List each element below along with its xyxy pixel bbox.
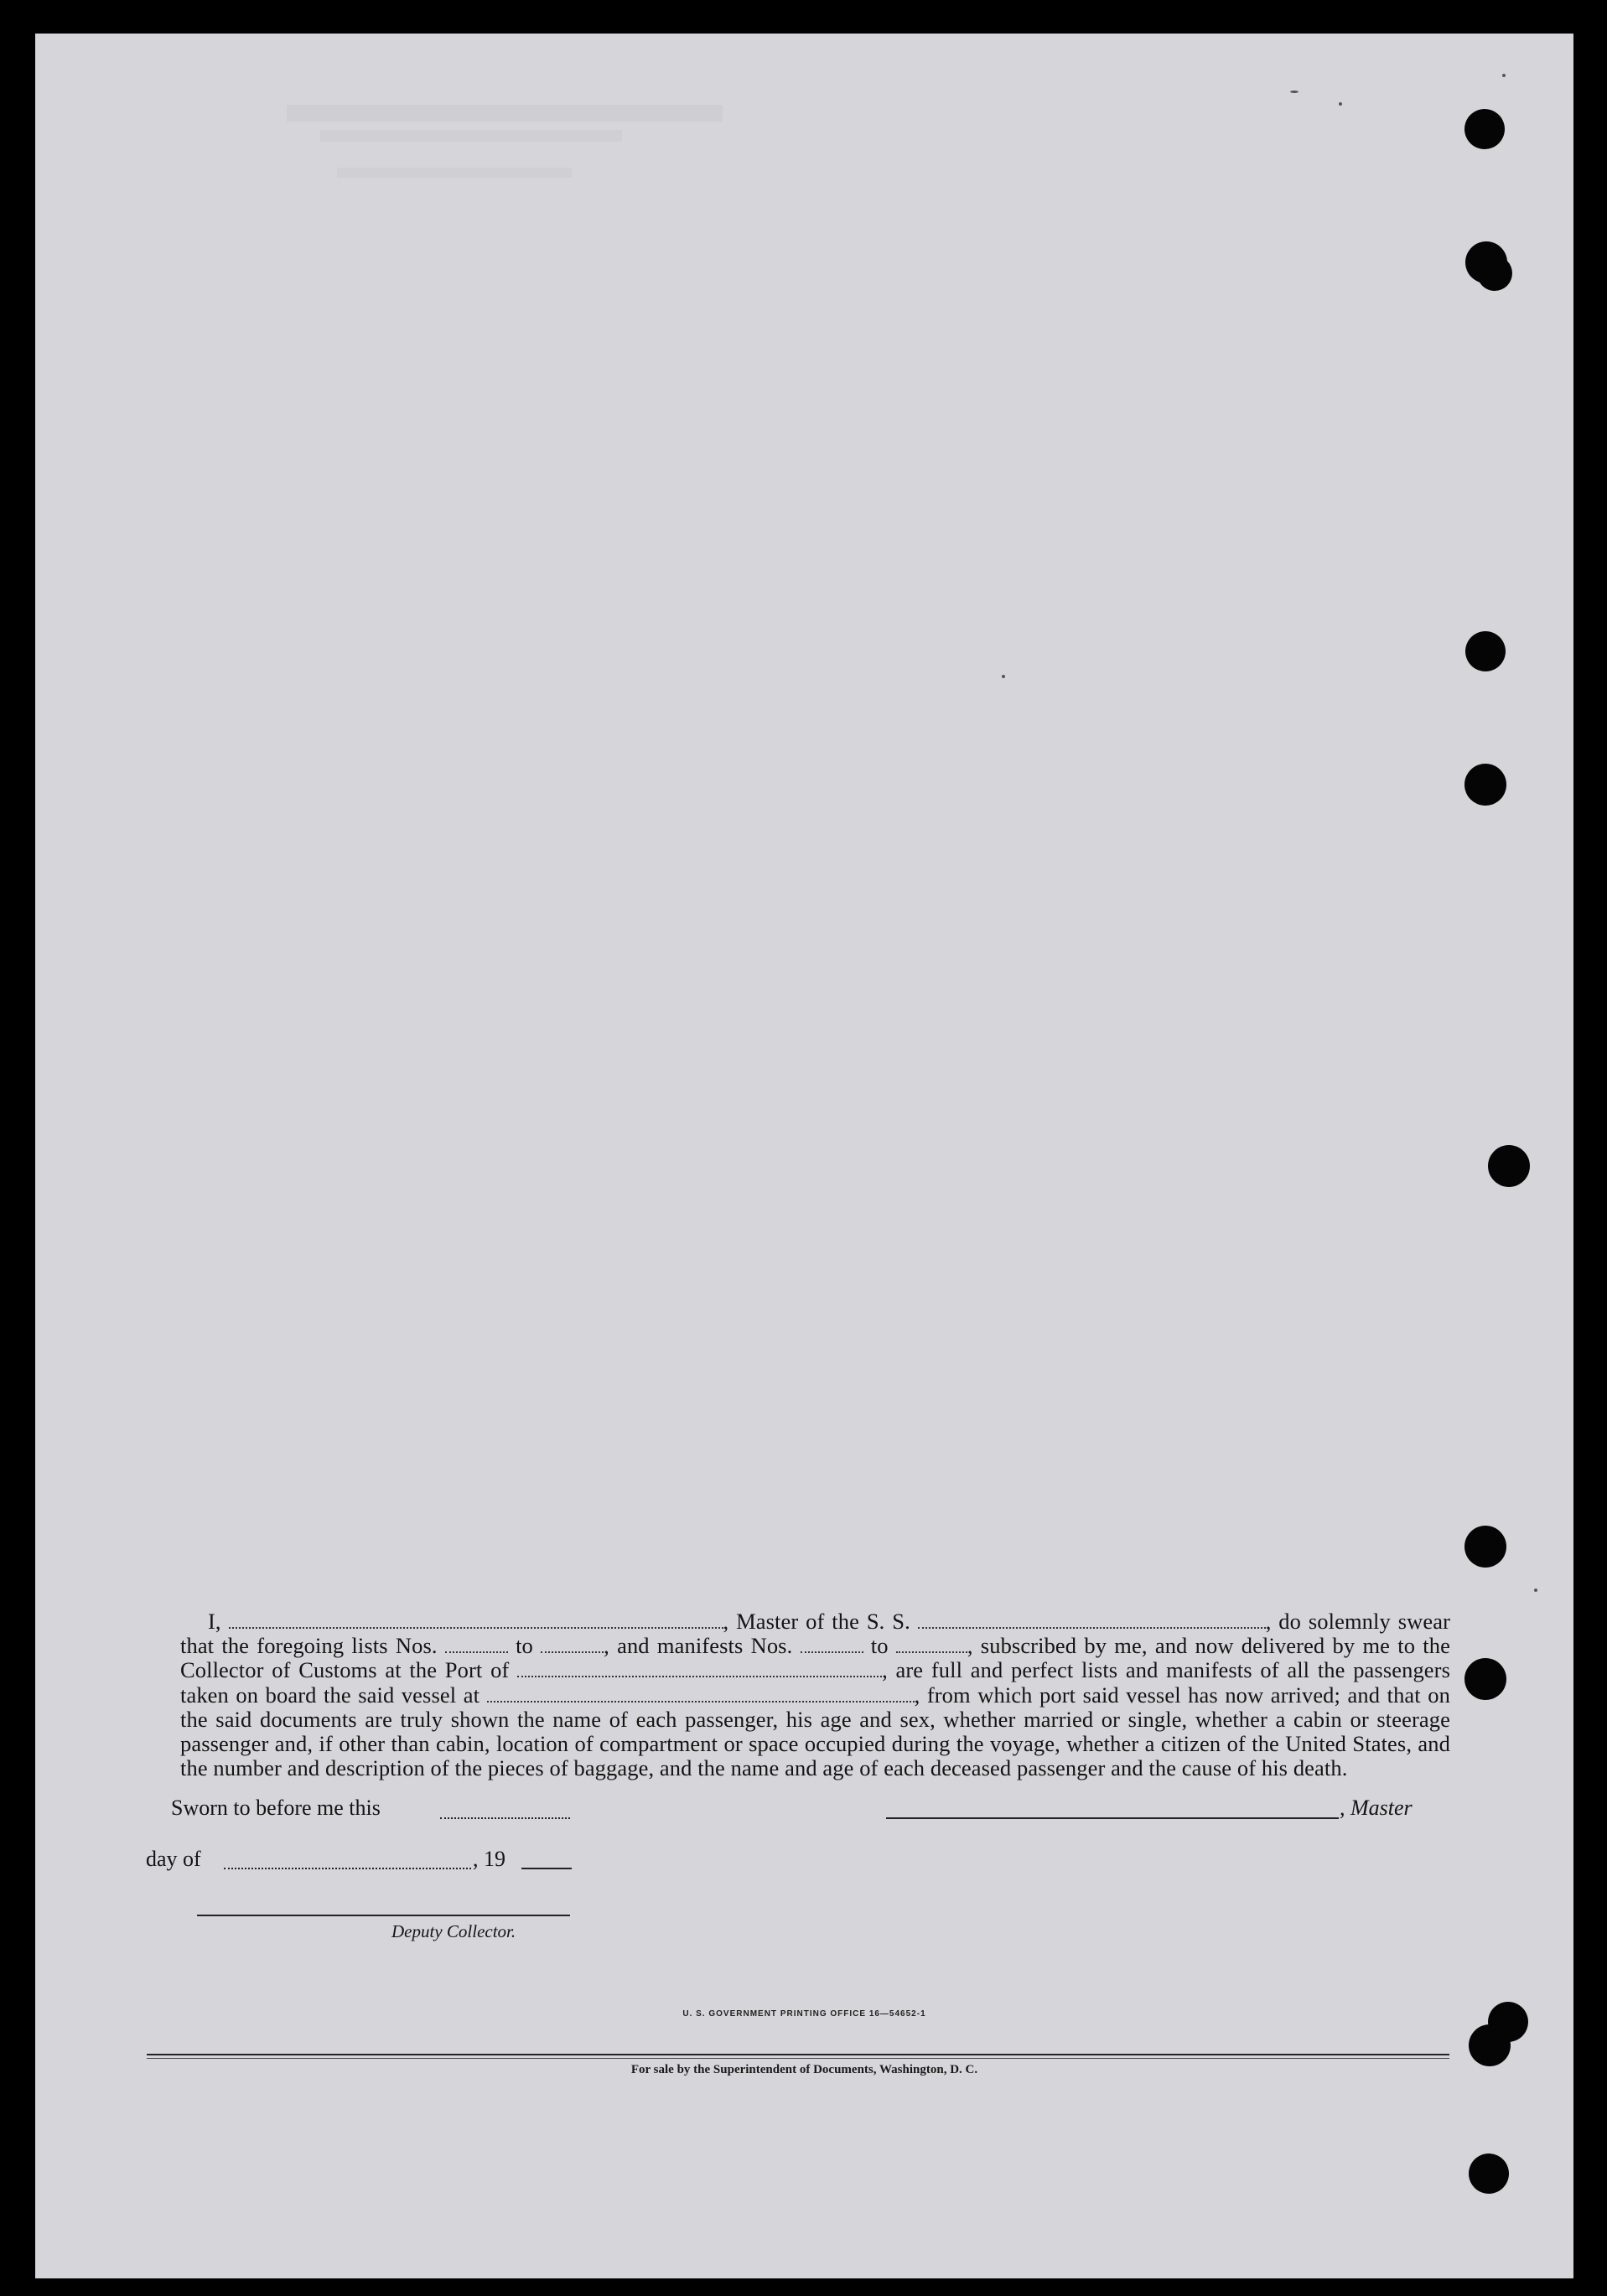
punch-hole [1469,2024,1511,2066]
deputy-collector-signature-line[interactable] [197,1915,570,1916]
punch-hole [1465,631,1506,671]
dust-speck [1002,675,1005,678]
oath-and-manifests: , and manifests Nos. [604,1633,793,1659]
lists-from-blank[interactable] [445,1635,508,1653]
bleed-through-text [320,130,622,142]
punch-hole [1464,1658,1506,1700]
oath-do-solemnly: , do solemnly swear that the foregoing lists Nos. [180,1609,1450,1659]
year-prefix: , 19 [473,1847,505,1871]
master-label: , Master [1340,1796,1413,1820]
punch-hole [1464,764,1506,806]
dust-speck [1339,102,1342,106]
oath-subscribed: , subscribed by me, and now delivered by me to the Collector of Customs at the Port of [180,1633,1450,1683]
punch-hole [1469,2153,1509,2194]
master-signature-line[interactable] [886,1817,1339,1819]
manifests-to-blank[interactable] [896,1635,967,1653]
month-blank[interactable] [224,1868,471,1869]
oath-to-2: to [870,1633,889,1659]
oath-full-perfect: , are full and perfect lists and manifests of all the passengers taken on board the said vessel at [180,1657,1450,1708]
printer-imprint: U. S. GOVERNMENT PRINTING OFFICE 16—54652-1 [682,2009,926,2019]
day-of-label: day of [146,1847,201,1871]
lists-to-blank[interactable] [541,1635,604,1653]
dust-speck [1290,91,1299,93]
sale-notice: For sale by the Superintendent of Documents, Washington, D. C. [630,2063,978,2076]
oath-master-of: , Master of the S. S. [723,1609,910,1634]
oath-paragraph [180,1609,1450,1780]
bleed-through-text [287,105,723,122]
year-blank[interactable] [521,1868,572,1869]
sworn-to-label: Sworn to before me this [171,1796,381,1820]
deputy-collector-label: Deputy Collector. [391,1921,516,1941]
punch-hole [1464,109,1505,149]
manifests-from-blank[interactable] [801,1635,863,1653]
sworn-date-blank[interactable] [440,1817,570,1819]
port-of-departure-blank[interactable] [487,1685,915,1703]
master-name-blank[interactable] [229,1611,723,1629]
document-page [35,34,1573,2278]
oath-remainder: , from which port said vessel has now arrived; and that on the said documents are truly shown the name of each passenger, his age and sex, whether married or single, whether a cabin or steerage passenger and, if other than cabin, location of compartment or space occupied during the voyage, whether a citizen of the United States, and the number and description of the pieces of baggage, and the name and age of each deceased passenger and the cause of his death. [180,1682,1450,1781]
punch-hole [1477,256,1512,291]
dust-speck [1534,1589,1537,1592]
oath-to-1: to [516,1633,533,1659]
punch-hole [1464,1526,1506,1568]
footer-rule [147,2054,1449,2059]
ship-name-blank[interactable] [918,1611,1266,1629]
port-of-arrival-blank[interactable] [517,1660,882,1677]
bleed-through-text [337,168,572,178]
oath-i: I, [208,1609,221,1634]
punch-hole [1488,1145,1530,1187]
dust-speck [1502,74,1506,77]
